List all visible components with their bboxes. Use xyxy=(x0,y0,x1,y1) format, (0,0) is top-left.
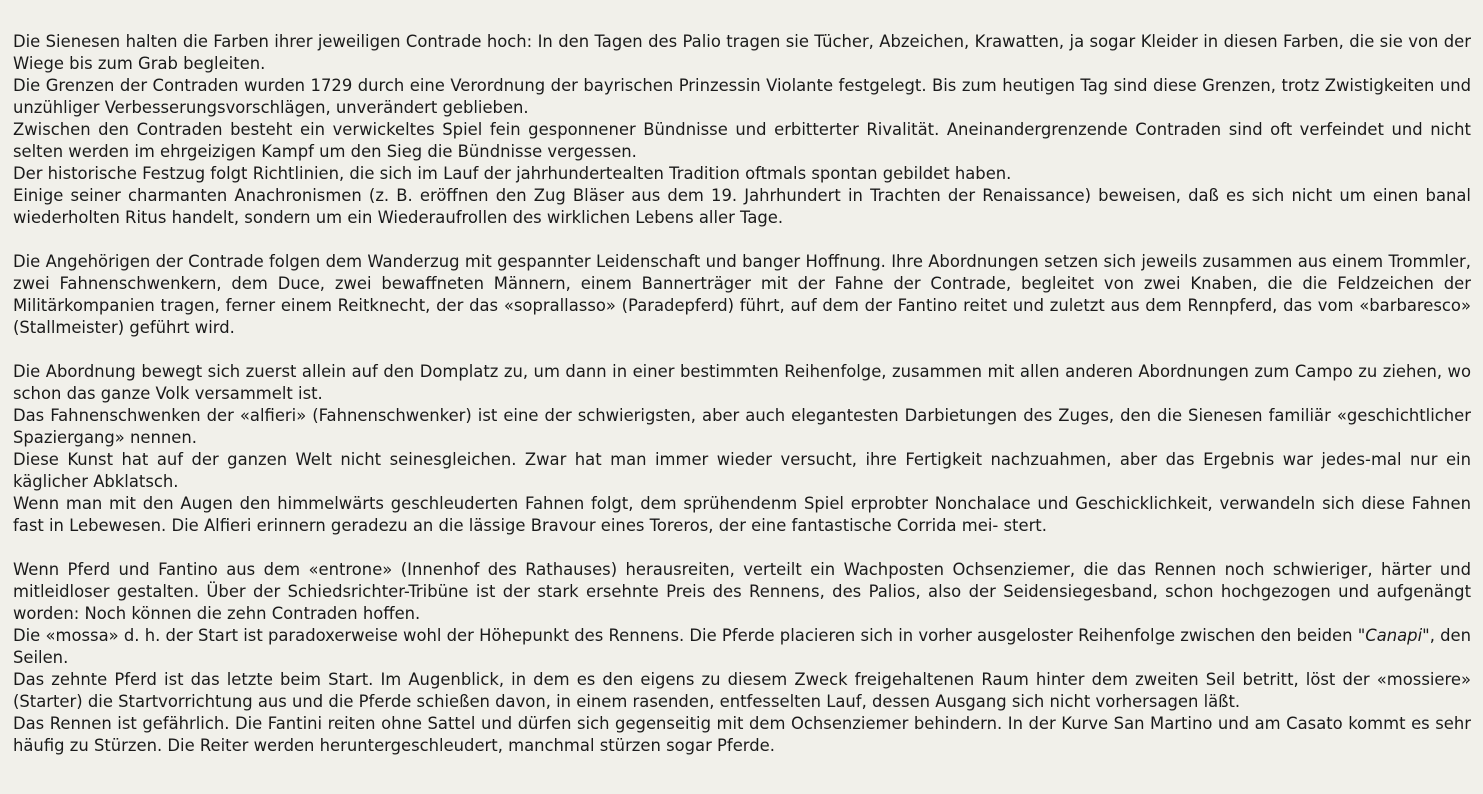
paragraph-domplatz: Die Abordnung bewegt sich zuerst allein auf den Domplatz zu, um dann in einer bestimmten Reihenfolge, zusammen mit allen anderen Abordnungen zum Campo zu ziehen, wo schon das ganze Volk versammelt ist. xyxy=(13,362,1471,403)
paragraph-flags: Wenn man mit den Augen den himmelwärts geschleuderten Fahnen folgt, dem sprühendenm Spiel erprobter Nonchalace und Geschicklichkeit, verwandeln sich diese Fahnen fast in Lebewesen. Die Alfieri erinnern geradezu an die lässige Bravour eines Toreros, der eine fantastische Corrida mei- stert. xyxy=(13,494,1471,535)
paragraph-festzug: Der historische Festzug folgt Richtlinien, die sich im Lauf der jahrhundertealten Tradition oftmals spontan gebildet haben. xyxy=(13,164,1012,183)
paragraph-anachronisms: Einige seiner charmanten Anachronismen (z. B. eröffnen den Zug Bläser aus dem 19. Jahrhundert in Trachten der Renaissance) beweisen, daß es sich nicht um einen banal wiederholten Ritus handelt, sondern um ein Wiederaufrollen des wirklichen Lebens aller Tage. xyxy=(13,186,1471,227)
paragraph-contrade-borders: Die Grenzen der Contraden wurden 1729 durch eine Verordnung der bayrischen Prinzessin Violante festgelegt. Bis zum heutigen Tag sind diese Grenzen, trotz Zwistigkeiten und unzühliger Verbesserungsvorschlägen, unverändert geblieben. xyxy=(13,76,1471,117)
paragraph-gap xyxy=(13,339,1471,361)
mossa-text-after: , den Seilen. xyxy=(13,626,1471,667)
paragraph-art: Diese Kunst hat auf der ganzen Welt nicht seinesgleichen. Zwar hat man immer wieder versucht, ihre Fertigkeit nachzuahmen, aber das Ergebnis war jedes-mal nur ein käglicher Abklatsch. xyxy=(13,450,1471,491)
paragraph-gap xyxy=(13,229,1471,251)
article-body xyxy=(13,31,1471,757)
paragraph-contrade-rivalry: Zwischen den Contraden besteht ein verwickeltes Spiel fein gesponnener Bündnisse und erbitterter Rivalität. Aneinandergrenzende Contraden sind oft verfeindet und nicht selten werden im ehrgeizigen Kampf um den Sieg die Bündnisse vergessen. xyxy=(13,120,1471,161)
paragraph-delegations: Die Angehörigen der Contrade folgen dem Wanderzug mit gespannter Leidenschaft und banger Hoffnung. Ihre Abordnungen setzen sich jeweils zusammen aus einem Trommler, zwei Fahnenschwenkern, dem Duce, zwei bewaffneten Männern, einem Bannerträger mit der Fahne der Contrade, begleitet von zwei Knaben, die die Feldzeichen der Militärkompanien tragen, ferner einem Reitknecht, der das «soprallasso» (Paradepferd) führt, auf dem der Fantino reitet und zuletzt aus dem Rennpferd, das vom «barbaresco» (Stallmeister) geführt wird. xyxy=(13,252,1471,337)
paragraph-tenth-horse: Das zehnte Pferd ist das letzte beim Start. Im Augenblick, in dem es den eigens zu diesem Zweck freigehaltenen Raum hinter dem zweiten Seil betritt, löst der «mossiere» (Starter) die Startvorrichtung aus und die Pferde schießen davon, in einem rasenden, entfesselten Lauf, dessen Ausgang sich nicht vorhersagen läßt. xyxy=(13,670,1471,711)
mossa-text-before: Die «mossa» d. h. der Start ist paradoxerweise wohl der Höhepunkt des Rennens. Die Pferde placieren sich in vorher ausgeloster Reihenfolge zwischen den beiden xyxy=(13,626,1358,645)
paragraph-mossa xyxy=(13,625,1471,669)
paragraph-race-danger: Das Rennen ist gefährlich. Die Fantini reiten ohne Sattel und dürfen sich gegenseitig mit dem Ochsenziemer behindern. In der Kurve San Martino und am Casato kommt es sehr häufig zu Stürzen. Die Reiter werden heruntergeschleudert, manchmal stürzen sogar Pferde. xyxy=(13,714,1471,755)
paragraph-alfieri: Das Fahnenschwenken der «alfieri» (Fahnenschwenker) ist eine der schwierigsten, aber auch elegantesten Darbietungen des Zuges, den die Sienesen familiär «geschichtlicher Spaziergang» nennen. xyxy=(13,406,1471,447)
paragraph-gap xyxy=(13,537,1471,559)
canapi-term: "Canapi" xyxy=(1357,626,1430,645)
paragraph-contrade-colors: Die Sienesen halten die Farben ihrer jeweiligen Contrade hoch: In den Tagen des Palio tragen sie Tücher, Abzeichen, Krawatten, ja sogar Kleider in diesen Farben, die sie von der Wiege bis zum Grab begleiten. xyxy=(13,32,1471,73)
paragraph-entrone: Wenn Pferd und Fantino aus dem «entrone» (Innenhof des Rathauses) herausreiten, verteilt ein Wachposten Ochsenziemer, die das Rennen noch schwieriger, härter und mitleidloser gestalten. Über der Schiedsrichter-Tribüne ist der stark ersehnte Preis des Rennens, des Palios, also der Seidensiegesband, schon hochgezogen und aufgenängt worden: Noch können die zehn Contraden hoffen. xyxy=(13,560,1471,623)
